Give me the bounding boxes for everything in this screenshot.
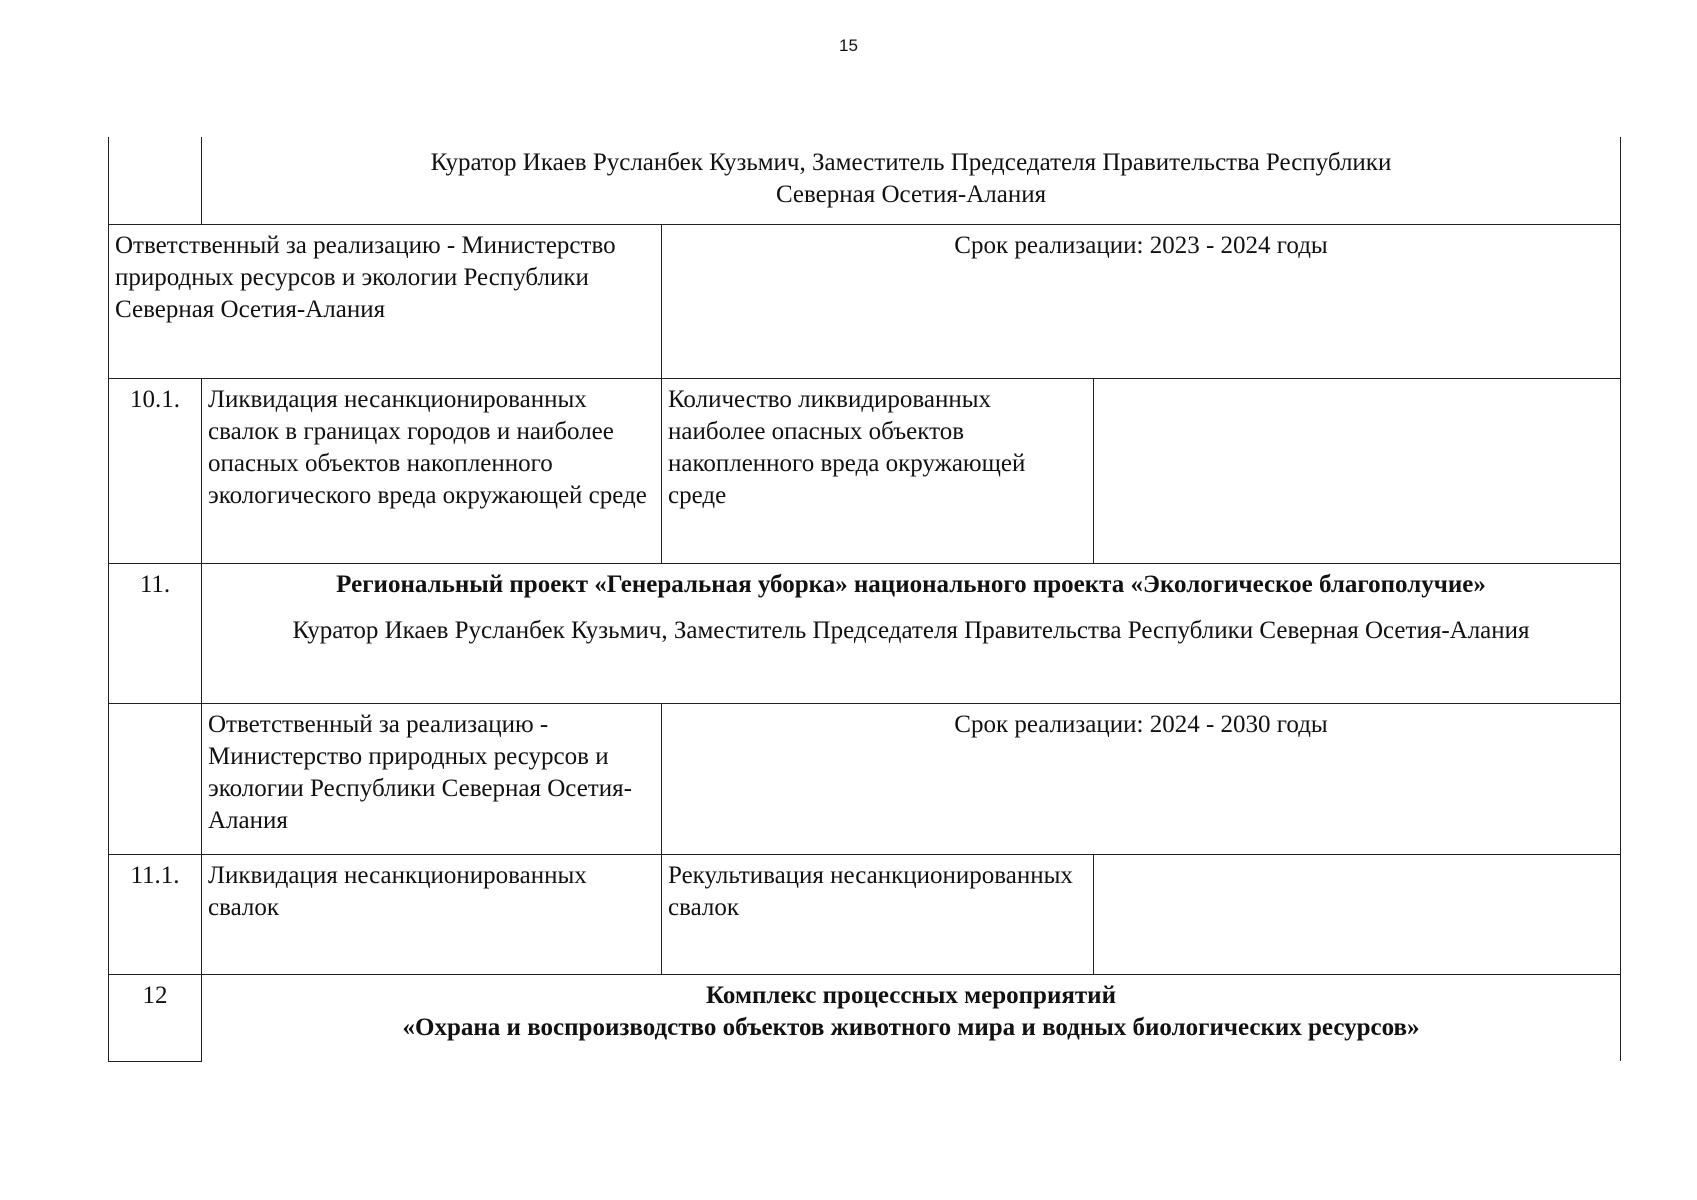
page-number: 15 bbox=[839, 36, 858, 55]
curator-line-1: Куратор Икаев Русланбек Кузьмич, Заместитель Председателя Правительства Республики bbox=[430, 149, 1392, 176]
curator-row-top bbox=[109, 137, 1621, 224]
section-curator: Куратор Икаев Русланбек Кузьмич, Заместитель Председателя Правительства Республики Северная Осетия-Алания bbox=[292, 616, 1530, 644]
section-row-11 bbox=[109, 563, 1621, 703]
responsible-cell: Ответственный за реализацию - Министерство природных ресурсов и экологии Республики Северная Осетия-Алания bbox=[202, 703, 662, 854]
task-number: 10.1. bbox=[109, 378, 202, 563]
curator-cell bbox=[202, 137, 1621, 224]
task-number: 11.1. bbox=[109, 854, 202, 974]
section-header-cell bbox=[202, 974, 1621, 1061]
measures-table bbox=[108, 137, 1621, 1062]
curator-line-2: Северная Осетия-Алания bbox=[775, 181, 1047, 208]
section-title-line-2: «Охрана и воспроизводство объектов животного мира и водных биологических ресурсов» bbox=[402, 1013, 1420, 1041]
task-indicator: Рекультивация несанкционированных свалок bbox=[662, 854, 1094, 974]
number-cell-empty bbox=[109, 703, 202, 854]
number-cell-empty bbox=[109, 137, 202, 224]
task-description: Ликвидация несанкционированных свалок bbox=[202, 854, 662, 974]
responsible-cell: Ответственный за реализацию - Министерство природных ресурсов и экологии Республики Северная Осетия-Алания bbox=[109, 224, 662, 378]
section-number: 11. bbox=[109, 563, 202, 703]
task-description: Ликвидация несанкционированных свалок в границах городов и наиболее опасных объектов накопленного экологического вреда окружающей среде bbox=[202, 378, 662, 563]
section-number: 12 bbox=[109, 974, 202, 1061]
task-indicator: Количество ликвидированных наиболее опасных объектов накопленного вреда окружающей среде bbox=[662, 378, 1094, 563]
section-title: Региональный проект «Генеральная уборка» национального проекта «Экологическое благополучие» bbox=[336, 570, 1486, 598]
task-extra bbox=[1094, 378, 1621, 563]
task-extra bbox=[1094, 854, 1621, 974]
responsible-row-11 bbox=[109, 703, 1621, 854]
responsible-row-10 bbox=[109, 224, 1621, 378]
term-cell: Срок реализации: 2024 - 2030 годы bbox=[662, 703, 1621, 854]
section-title-line-1: Комплекс процессных мероприятий bbox=[706, 981, 1116, 1009]
section-row-12 bbox=[109, 974, 1621, 1061]
section-header-cell bbox=[202, 563, 1621, 703]
task-row-10-1 bbox=[109, 378, 1621, 563]
task-row-11-1 bbox=[109, 854, 1621, 974]
term-cell: Срок реализации: 2023 - 2024 годы bbox=[662, 224, 1621, 378]
